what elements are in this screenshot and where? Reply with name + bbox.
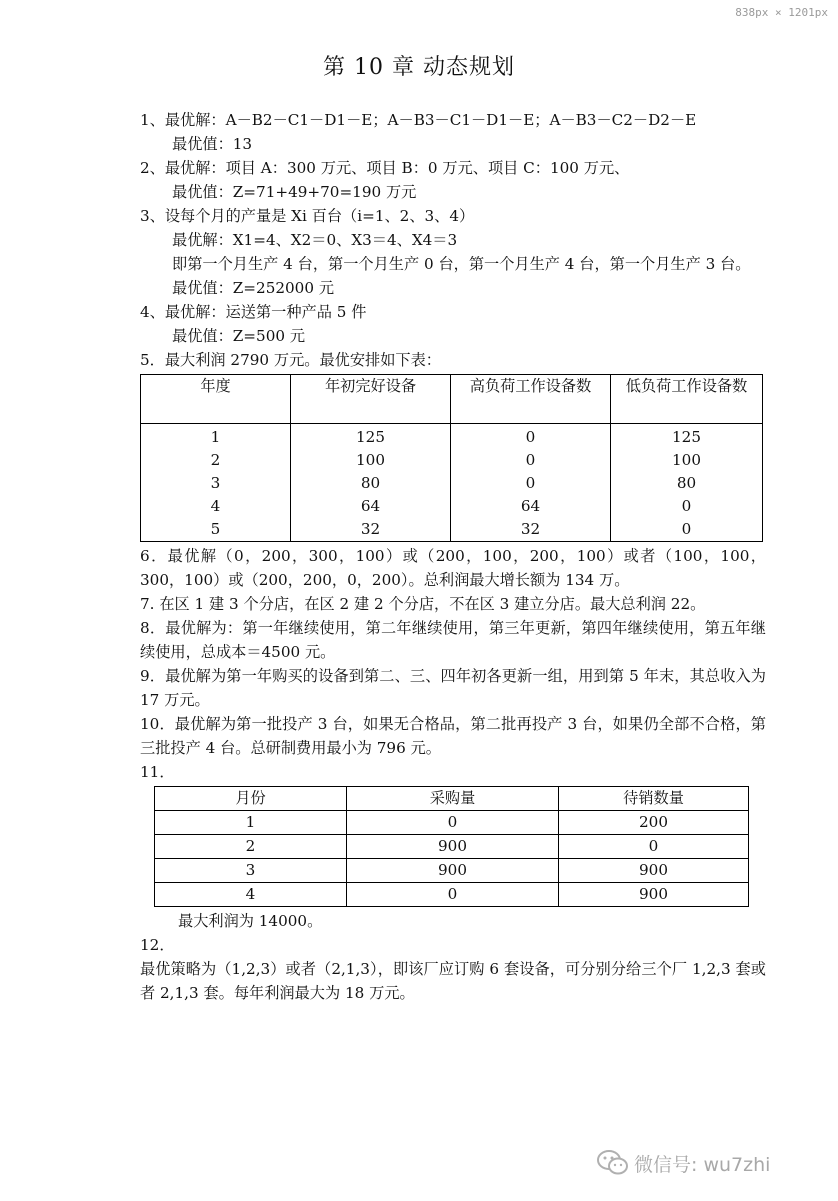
table-cell: 3 [141, 472, 291, 495]
table-cell: 1 [141, 424, 291, 450]
table-cell: 80 [291, 472, 451, 495]
answer-12-label: 12． [140, 936, 175, 954]
table-cell: 100 [611, 449, 763, 472]
table-row [141, 449, 763, 472]
table-header-cell: 低负荷工作设备数 [611, 375, 763, 424]
table-header-row [155, 787, 749, 811]
table-cell: 100 [291, 449, 451, 472]
equipment-allocation-table [140, 374, 763, 542]
answer-1-solution: 1、最优解：A－B2－C1－D1－E；A－B3－C1－D1－E；A－B3－C2－D2－E [140, 111, 697, 129]
table-cell: 80 [611, 472, 763, 495]
table-cell: 4 [155, 883, 347, 907]
purchase-schedule-table [154, 786, 749, 907]
image-size-label: 838px × 1201px [735, 6, 828, 19]
wechat-icon [596, 1149, 630, 1177]
table-cell: 0 [559, 835, 749, 859]
table-cell: 5 [141, 518, 291, 542]
table-cell: 125 [291, 424, 451, 450]
table-cell: 0 [347, 883, 559, 907]
table-cell: 2 [141, 449, 291, 472]
answer-12-text: 最优策略为（1,2,3）或者（2,1,3），即该厂应订购 6 套设备，可分别分给三个厂 1,2,3 套或者 2,1,3 套。每年利润最大为 18 万元。 [140, 960, 766, 1002]
table-cell: 0 [451, 424, 611, 450]
table-row [155, 811, 749, 835]
answer-9-text: 9．最优解为第一年购买的设备到第二、三、四年初各更新一组，用到第 5 年末，其总收入为 17 万元。 [140, 667, 766, 709]
table-row [141, 472, 763, 495]
answer-3-value: 最优值：Z=252000 元 [172, 279, 335, 297]
table-cell: 900 [347, 835, 559, 859]
table-header-cell: 高负荷工作设备数 [451, 375, 611, 424]
answer-7-text: 7. 在区 1 建 3 个分店，在区 2 建 2 个分店，不在区 3 建立分店。最大总利润 22。 [140, 595, 706, 613]
answer-2-solution: 2、最优解：项目 A：300 万元、项目 B：0 万元、项目 C：100 万元、 [140, 159, 630, 177]
answer-5-text: 5．最大利润 2790 万元。最优安排如下表： [140, 351, 441, 369]
table-row [141, 424, 763, 450]
table-header-cell: 年初完好设备 [291, 375, 451, 424]
answer-1-value: 最优值：13 [172, 135, 253, 153]
table-cell: 32 [451, 518, 611, 542]
answer-4-solution: 4、最优解：运送第一种产品 5 件 [140, 303, 367, 321]
watermark-text: 微信号: wu7zhi [634, 1153, 771, 1176]
table-row [155, 883, 749, 907]
answer-11-result: 最大利润为 14000。 [178, 912, 323, 930]
chapter-title: 第 10 章 动态规划 [323, 55, 515, 80]
table-cell: 2 [155, 835, 347, 859]
table-header-cell: 待销数量 [559, 787, 749, 811]
answer-10-text: 10．最优解为第一批投产 3 台，如果无合格品，第二批再投产 3 台，如果仍全部不合格，第三批投产 4 台。总研制费用最小为 796 元。 [140, 715, 766, 757]
answer-2-value: 最优值：Z=71+49+70=190 万元 [172, 183, 417, 201]
table-cell: 64 [291, 495, 451, 518]
table-header-cell: 年度 [141, 375, 291, 424]
table-cell: 0 [451, 472, 611, 495]
table-cell: 900 [559, 883, 749, 907]
table-header-cell: 月份 [155, 787, 347, 811]
table-cell: 200 [559, 811, 749, 835]
table-row [141, 518, 763, 542]
answer-8-text: 8．最优解为：第一年继续使用，第二年继续使用，第三年更新，第四年继续使用，第五年继续使用，总成本＝4500 元。 [140, 619, 766, 661]
table-cell: 0 [611, 495, 763, 518]
table-cell: 3 [155, 859, 347, 883]
answer-content [140, 108, 766, 1005]
table-cell: 1 [155, 811, 347, 835]
table-header-cell: 采购量 [347, 787, 559, 811]
answer-3-assumption: 3、设每个月的产量是 Xi 百台（i=1、2、3、4） [140, 207, 475, 225]
table-cell: 0 [611, 518, 763, 542]
table-cell: 32 [291, 518, 451, 542]
answer-4-value: 最优值：Z=500 元 [172, 327, 306, 345]
answer-3-solution: 最优解：X1=4、X2＝0、X3＝4、X4＝3 [172, 231, 458, 249]
table-cell: 900 [559, 859, 749, 883]
table-cell: 4 [141, 495, 291, 518]
table-row [155, 859, 749, 883]
answer-11-label: 11． [140, 763, 175, 781]
table-header-row [141, 375, 763, 424]
table-cell: 900 [347, 859, 559, 883]
wechat-watermark [596, 1148, 832, 1178]
table-cell: 0 [347, 811, 559, 835]
table-row [155, 835, 749, 859]
answer-6-text: 6．最优解（0，200，300，100）或（200，100，200，100）或者（100，100，300，100）或（200，200，0，200）。总利润最大增长额为 134 万。 [140, 547, 766, 589]
table-cell: 125 [611, 424, 763, 450]
answer-3-explanation: 即第一个月生产 4 台，第一个月生产 0 台，第一个月生产 4 台，第一个月生产 3 台。 [172, 255, 751, 273]
table-cell: 0 [451, 449, 611, 472]
table-cell: 64 [451, 495, 611, 518]
table-row [141, 495, 763, 518]
